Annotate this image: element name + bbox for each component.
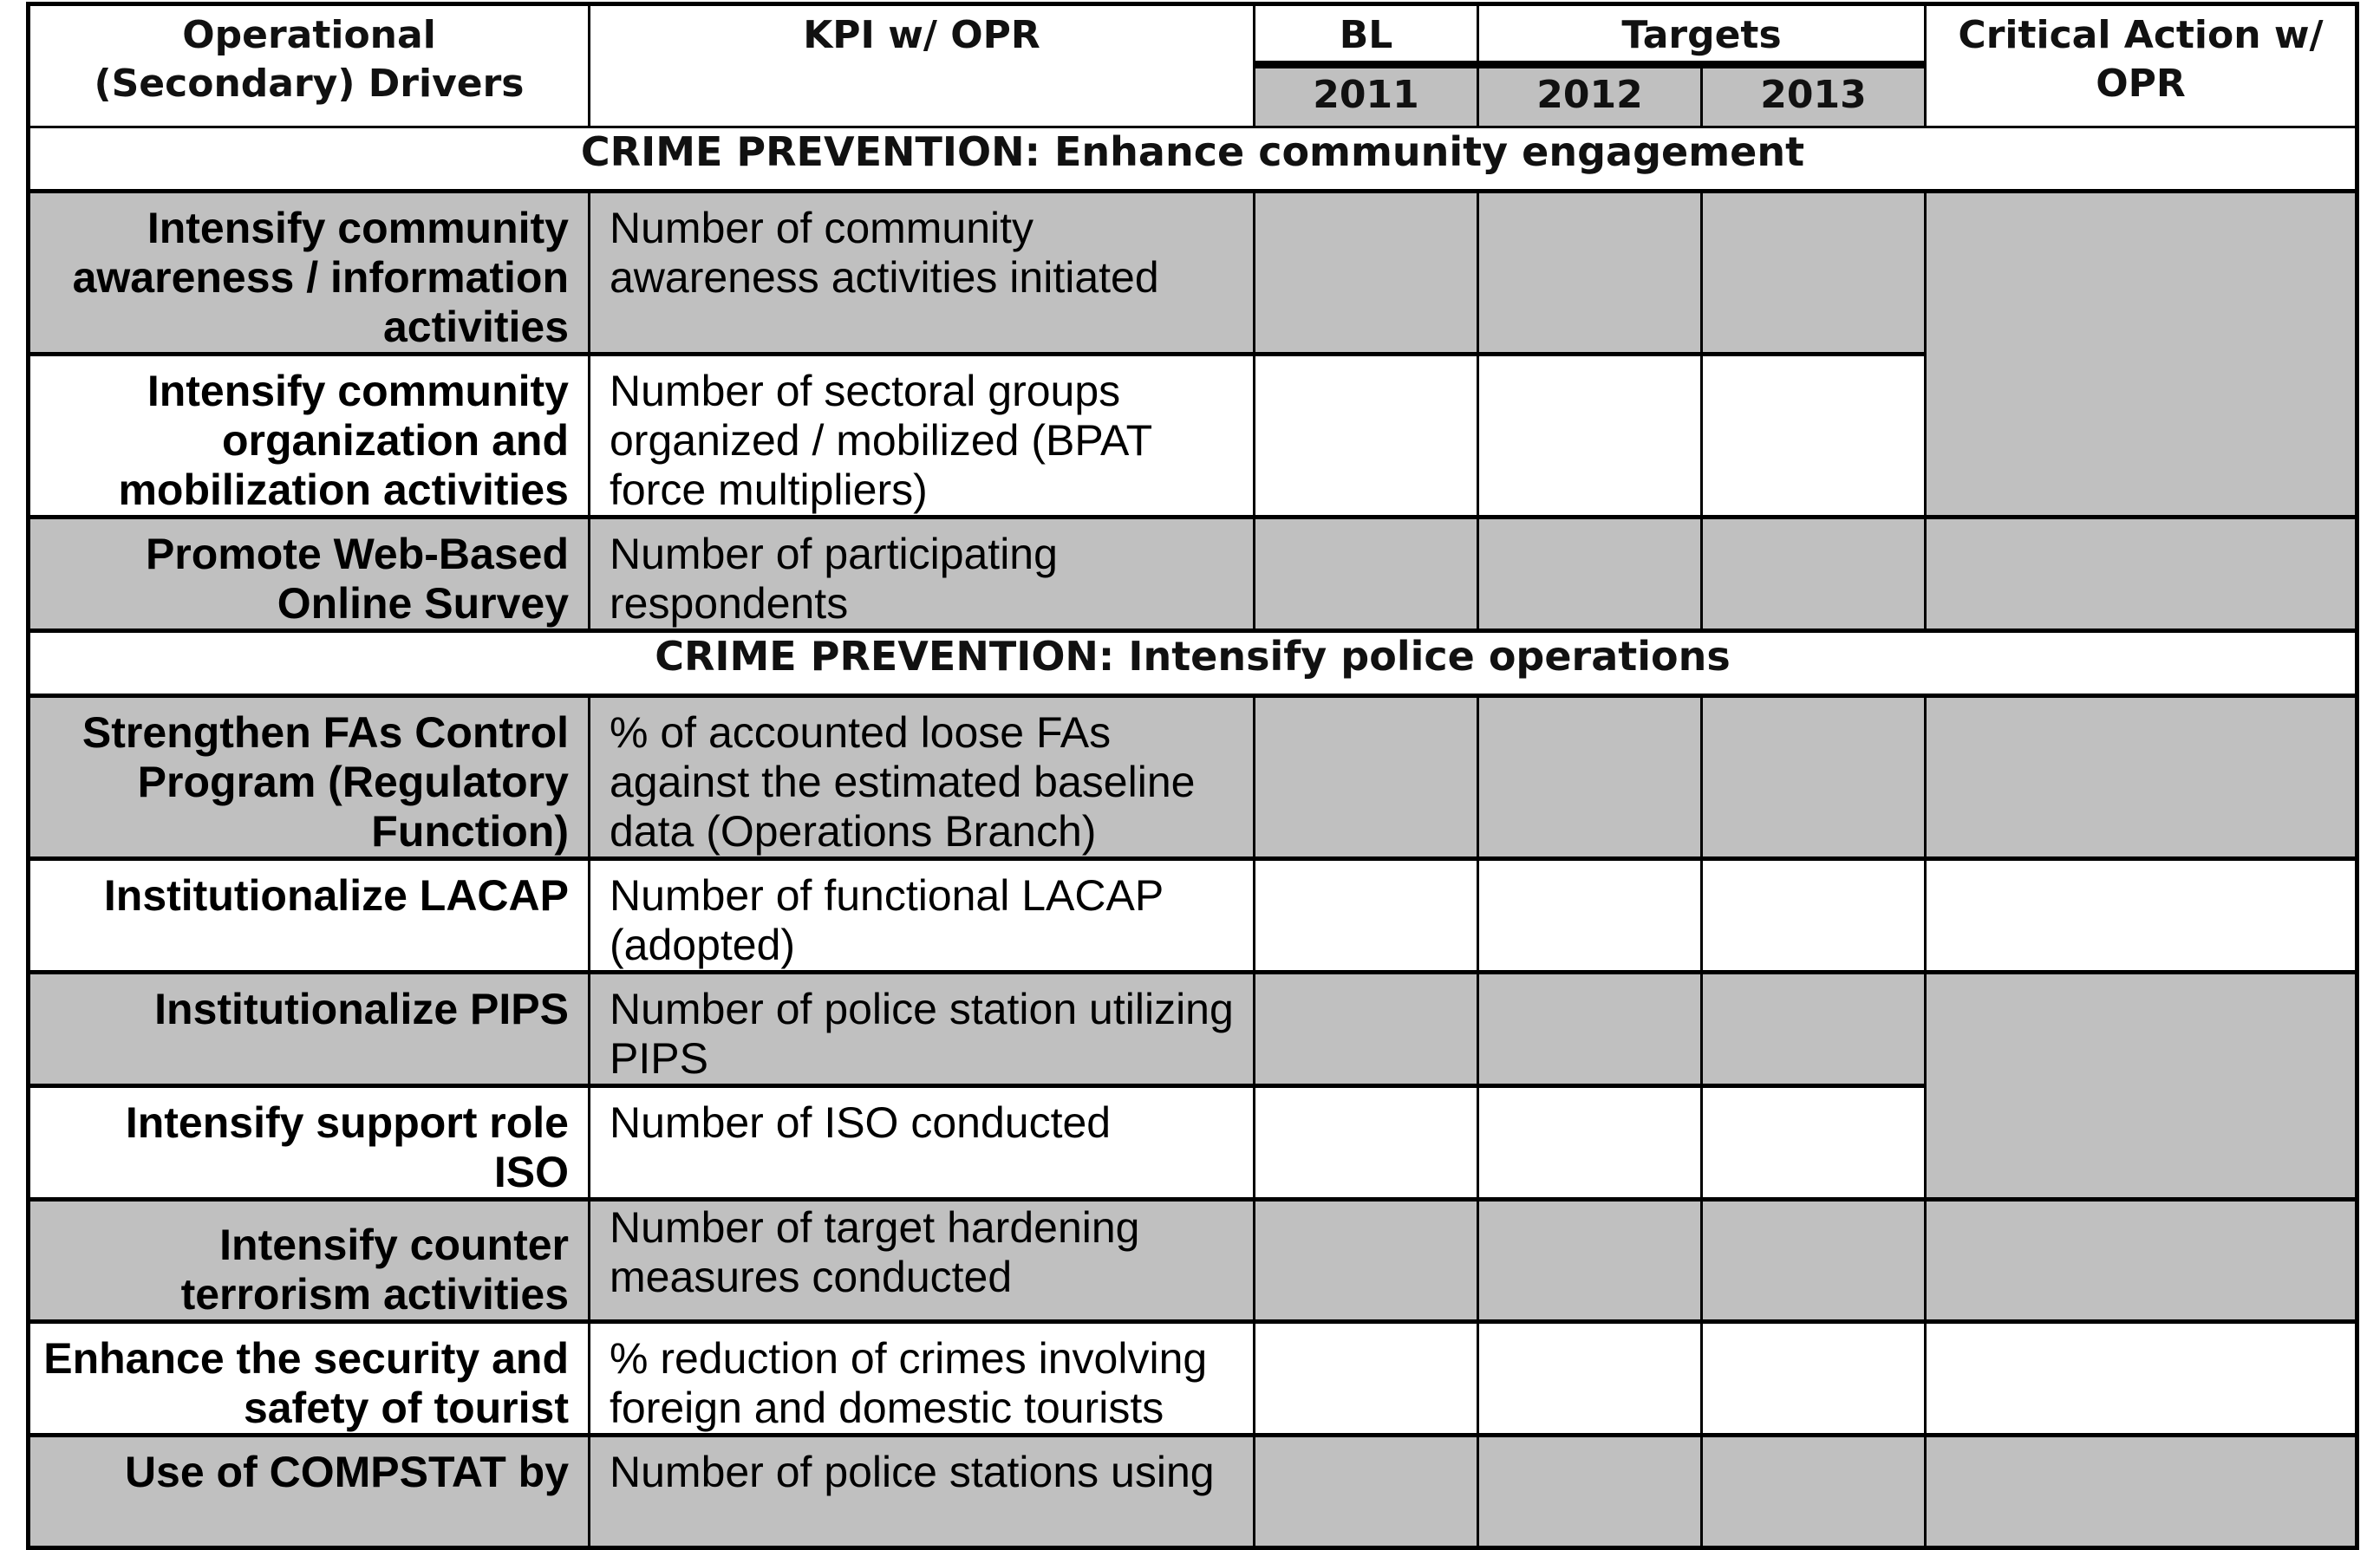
- bl-2011-cell[interactable]: [1255, 518, 1478, 631]
- target-2012-cell[interactable]: [1478, 1322, 1702, 1436]
- target-2012-cell[interactable]: [1478, 1200, 1702, 1322]
- table-row: [29, 1200, 2357, 1322]
- bl-2011-cell[interactable]: [1255, 1200, 1478, 1322]
- driver-cell: Strengthen FAs Control Program (Regulatory Function): [29, 696, 590, 859]
- table-row: [29, 696, 2357, 859]
- target-2012-cell[interactable]: [1478, 355, 1702, 518]
- kpi-cell: Number of community awareness activities initiated: [590, 192, 1255, 355]
- header-bl-label: BL: [1339, 13, 1393, 57]
- target-2012-cell[interactable]: [1478, 973, 1702, 1086]
- bl-2011-cell[interactable]: [1255, 1322, 1478, 1436]
- bl-2011-cell[interactable]: [1255, 1436, 1478, 1548]
- critical-action-cell[interactable]: [1926, 859, 2357, 973]
- header-year-2012: 2012: [1478, 65, 1702, 127]
- driver-cell: Intensify community organization and mobilization activities: [29, 355, 590, 518]
- bl-2011-cell[interactable]: [1255, 859, 1478, 973]
- section-header: [29, 127, 2357, 192]
- target-2013-cell[interactable]: [1702, 192, 1926, 355]
- kpi-cell: Number of target hardening measures conducted: [590, 1200, 1255, 1322]
- driver-cell: Intensify counter terrorism activities: [29, 1200, 590, 1322]
- kpi-cell: Number of functional LACAP (adopted): [590, 859, 1255, 973]
- driver-cell: Enhance the security and safety of tourist: [29, 1322, 590, 1436]
- kpi-cell: Number of police station utilizing PIPS: [590, 973, 1255, 1086]
- table-row: [29, 973, 2357, 1086]
- header-row-top: [29, 4, 2357, 65]
- section-header: [29, 631, 2357, 696]
- table-row: [29, 1322, 2357, 1436]
- kpi-cell: % of accounted loose FAs against the estimated baseline data (Operations Branch): [590, 696, 1255, 859]
- critical-action-cell[interactable]: [1926, 1436, 2357, 1548]
- target-2013-cell[interactable]: [1702, 696, 1926, 859]
- critical-action-cell[interactable]: [1926, 518, 2357, 631]
- driver-cell: Intensify support role ISO: [29, 1086, 590, 1200]
- bl-2011-cell[interactable]: [1255, 696, 1478, 859]
- target-2012-cell[interactable]: [1478, 518, 1702, 631]
- kpi-cell: Number of police stations using: [590, 1436, 1255, 1548]
- section-title: CRIME PREVENTION: Intensify police operations: [29, 631, 2357, 696]
- target-2013-cell[interactable]: [1702, 859, 1926, 973]
- bl-2011-cell[interactable]: [1255, 1086, 1478, 1200]
- bl-2011-cell[interactable]: [1255, 355, 1478, 518]
- bl-2011-cell[interactable]: [1255, 973, 1478, 1086]
- driver-cell: Use of COMPSTAT by: [29, 1436, 590, 1548]
- target-2013-cell[interactable]: [1702, 518, 1926, 631]
- kpi-cell: % reduction of crimes involving foreign and domestic tourists: [590, 1322, 1255, 1436]
- table-row: [29, 192, 2357, 355]
- driver-cell: Institutionalize PIPS: [29, 973, 590, 1086]
- critical-action-cell[interactable]: [1926, 192, 2357, 518]
- target-2013-cell[interactable]: [1702, 1200, 1926, 1322]
- table-row: [29, 859, 2357, 973]
- driver-cell: Promote Web-Based Online Survey: [29, 518, 590, 631]
- table-row: [29, 518, 2357, 631]
- target-2012-cell[interactable]: [1478, 696, 1702, 859]
- header-drivers: [29, 4, 590, 127]
- kpi-cell: Number of ISO conducted: [590, 1086, 1255, 1200]
- kpi-cell: Number of sectoral groups organized / mobilized (BPAT force multipliers): [590, 355, 1255, 518]
- header-targets-label: Targets: [1621, 13, 1782, 57]
- header-kpi-label: KPI w/ OPR: [803, 13, 1040, 57]
- target-2013-cell[interactable]: [1702, 1436, 1926, 1548]
- critical-action-cell[interactable]: [1926, 696, 2357, 859]
- critical-action-cell[interactable]: [1926, 1322, 2357, 1436]
- header-year-2013: 2013: [1702, 65, 1926, 127]
- header-bl: [1255, 4, 1478, 65]
- kpi-cell: Number of participating respondents: [590, 518, 1255, 631]
- driver-cell: Institutionalize LACAP: [29, 859, 590, 973]
- driver-cell: Intensify community awareness / information activities: [29, 192, 590, 355]
- target-2012-cell[interactable]: [1478, 192, 1702, 355]
- critical-action-cell[interactable]: [1926, 973, 2357, 1200]
- kpi-scorecard-table: [26, 2, 2359, 1550]
- critical-action-cell[interactable]: [1926, 1200, 2357, 1322]
- target-2013-cell[interactable]: [1702, 1086, 1926, 1200]
- header-targets: [1478, 4, 1926, 65]
- bl-2011-cell[interactable]: [1255, 192, 1478, 355]
- table-row: [29, 1436, 2357, 1548]
- target-2012-cell[interactable]: [1478, 1086, 1702, 1200]
- target-2012-cell[interactable]: [1478, 1436, 1702, 1548]
- target-2013-cell[interactable]: [1702, 973, 1926, 1086]
- target-2013-cell[interactable]: [1702, 1322, 1926, 1436]
- target-2013-cell[interactable]: [1702, 355, 1926, 518]
- section-title: CRIME PREVENTION: Enhance community engagement: [29, 127, 2357, 192]
- header-kpi: [590, 4, 1255, 127]
- header-drivers-label: Operational (Secondary) Drivers: [94, 13, 525, 106]
- header-critical-action: [1926, 4, 2357, 127]
- target-2012-cell[interactable]: [1478, 859, 1702, 973]
- header-year-2011: 2011: [1255, 65, 1478, 127]
- header-critical-action-label: Critical Action w/ OPR: [1958, 13, 2324, 106]
